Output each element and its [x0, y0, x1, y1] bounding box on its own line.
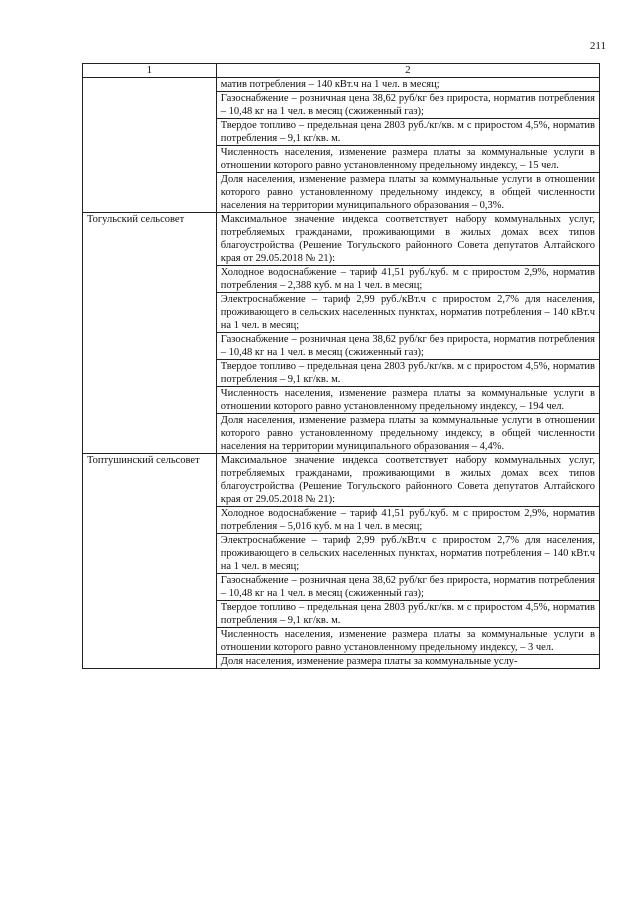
paragraph: Доля населения, изменение размера платы за коммунальные услуги в отношении которого равно установленному предельному индексу, в общей численности населения на территории муниципального образования – 0,3%.: [220, 174, 595, 211]
data-table: [82, 63, 600, 669]
paragraph: Электроснабжение – тариф 2,99 руб./кВт.ч с приростом 2,7% для населения, проживающего в сельских населенных пунктах, норматив потребления – 140 кВт.ч на 1 чел. в месяц;: [217, 293, 599, 333]
paragraph: Электроснабжение – тариф 2,99 руб./кВт.ч с приростом 2,7% для населения, проживающего в сельских населенных пунктах, норматив потребления – 140 кВт.ч на 1 чел. в месяц;: [217, 534, 599, 574]
paragraph: Максимальное значение индекса соответствует набору коммунальных услуг, потребляемых гражданами, проживающими в жилых домах всех типов благоустройства (Решение Тогульского районного Совета депутатов Алтайского края от 29.05.2018 № 21):: [217, 454, 599, 507]
row-label: [83, 78, 217, 213]
paragraph: Доля населения, изменение размера платы за коммунальные услуги в отношении которого равно установленному предельному индексу, в общей численности населения на территории муниципального образования – 4,4%.: [220, 415, 595, 452]
paragraph: Холодное водоснабжение – тариф 41,51 руб./куб. м с приростом 2,9%, норматив потребления – 5,016 куб. м на 1 чел. в месяц;: [217, 507, 599, 534]
paragraph: Газоснабжение – розничная цена 38,62 руб/кг без прироста, норматив потребления – 10,48 кг на 1 чел. в месяц (сжиженный газ);: [217, 574, 599, 601]
table-row-continuation: [83, 78, 600, 213]
paragraph: Численность населения, изменение размера платы за коммунальные услуги в отношении которого равно установленному предельному индексу, – 15 чел.: [217, 146, 599, 173]
paragraph: матив потребления – 140 кВт.ч на 1 чел. в месяц;: [217, 78, 599, 92]
paragraph: Твердое топливо – предельная цена 2803 руб./кг/кв. м с приростом 4,5%, норматив потребления – 9,1 кг/кв. м.: [217, 601, 599, 628]
paragraph: Максимальное значение индекса соответствует набору коммунальных услуг, потребляемых гражданами, проживающими в жилых домах всех типов благоустройства (Решение Тогульского районного Совета депутатов Алтайского края от 29.05.2018 № 21):: [217, 213, 599, 266]
row-content: [216, 454, 599, 669]
row-label: Тогульский сельсовет: [83, 213, 217, 454]
paragraph: Твердое топливо – предельная цена 2803 руб./кг/кв. м с приростом 4,5%, норматив потребления – 9,1 кг/кв. м.: [217, 360, 599, 387]
paragraph: Газоснабжение – розничная цена 38,62 руб/кг без прироста, норматив потребления – 10,48 кг на 1 чел. в месяц (сжиженный газ);: [217, 333, 599, 360]
table-row-togulsky: [83, 213, 600, 454]
paragraph: Газоснабжение – розничная цена 38,62 руб/кг без прироста, норматив потребления – 10,48 кг на 1 чел. в месяц (сжиженный газ);: [217, 92, 599, 119]
paragraph: Численность населения, изменение размера платы за коммунальные услуги в отношении которого равно установленному предельному индексу, – 194 чел.: [217, 387, 599, 414]
page-number: 211: [589, 40, 606, 52]
paragraph: Холодное водоснабжение – тариф 41,51 руб./куб. м с приростом 2,9%, норматив потребления – 2,388 куб. м на 1 чел. в месяц;: [217, 266, 599, 293]
table-row-toptushinsky: [83, 454, 600, 669]
paragraph: Доля населения, изменение размера платы за коммунальные услу-: [220, 656, 518, 667]
row-content: [216, 213, 599, 454]
row-label: Топтушинский сельсовет: [83, 454, 217, 669]
column-header-1: 1: [83, 64, 217, 78]
paragraph: Твердое топливо – предельная цена 2803 руб./кг/кв. м с приростом 4,5%, норматив потребления – 9,1 кг/кв. м.: [217, 119, 599, 146]
table-header-row: [83, 64, 600, 78]
paragraph: Численность населения, изменение размера платы за коммунальные услуги в отношении которого равно установленному предельному индексу, – 3 чел.: [217, 628, 599, 655]
row-content: [216, 78, 599, 213]
column-header-2: 2: [216, 64, 599, 78]
